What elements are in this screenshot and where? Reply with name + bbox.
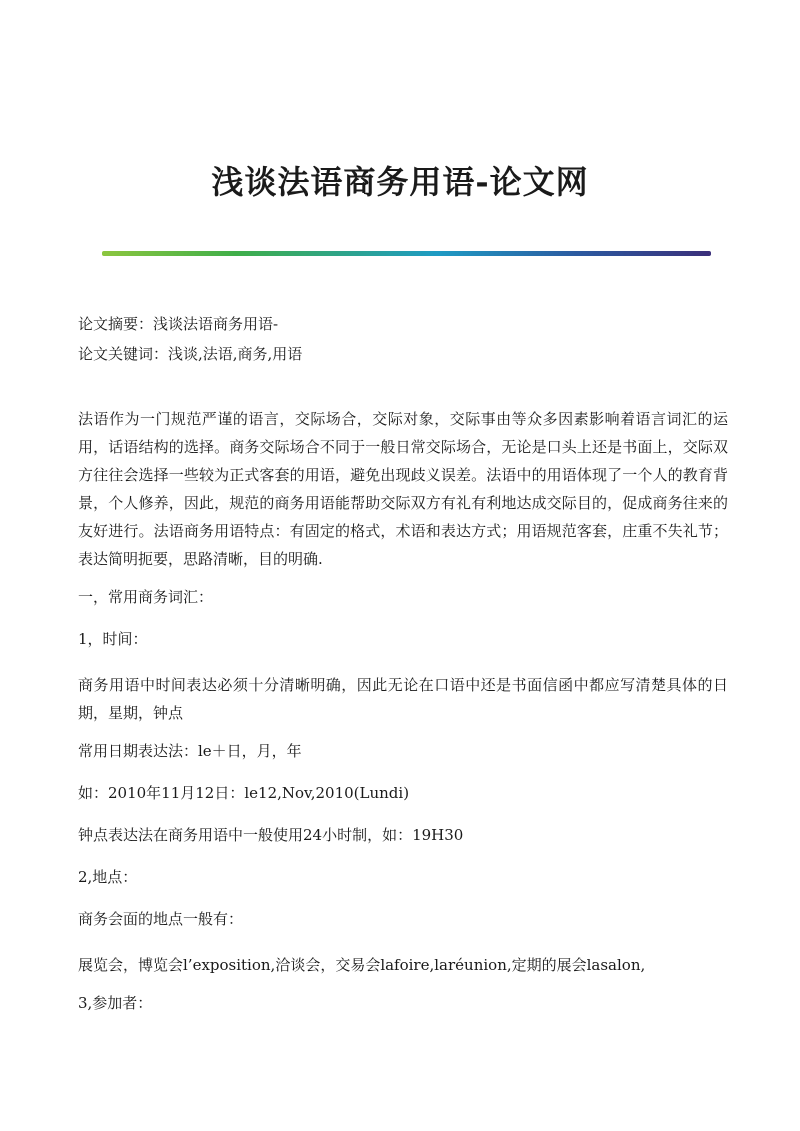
intro-paragraph: 法语作为一门规范严谨的语言，交际场合，交际对象，交际事由等众多因素影响着语言词汇的运用，话语结构的选择。商务交际场合不同于一般日常交际场合，无论是口头上还是书面上，交际双方往往会选择一些较为正式客套的用语，避免出现歧义误差。法语中的用语体现了一个人的教育背景，个人修养，因此，规范的商务用语能帮助交际双方有礼有利地达成交际目的，促成商务往来的友好进行。法语商务用语特点：有固定的格式，术语和表达方式；用语规范客套，庄重不失礼节；表达简明扼要，思路清晰，目的明确. bbox=[78, 410, 728, 568]
abstract-line: 论文摘要：浅谈法语商务用语- bbox=[78, 315, 279, 333]
document-body bbox=[78, 405, 728, 1035]
subheading-place: 2,地点： bbox=[78, 868, 138, 886]
keywords-line: 论文关键词：浅谈,法语,商务,用语 bbox=[78, 345, 303, 363]
time-paragraph: 商务用语中时间表达必须十分清晰明确，因此无论在口语中还是书面信函中都应写清楚具体的日期，星期，钟点 bbox=[78, 676, 728, 722]
clock-format-line: 钟点表达法在商务用语中一般使用24小时制，如：19H30 bbox=[78, 826, 464, 844]
place-intro-line: 商务会面的地点一般有： bbox=[78, 910, 244, 928]
place-list-paragraph: 展览会，博览会l’exposition,洽谈会，交易会lafoire,laréunion,定期的展会lasalon, bbox=[78, 956, 646, 974]
date-example-line: 如：2010年11月12日：le12,Nov,2010(Lundi) bbox=[78, 784, 410, 802]
subheading-time: 1，时间： bbox=[78, 630, 148, 648]
section-heading-vocabulary: 一，常用商务词汇： bbox=[78, 588, 214, 606]
date-format-line: 常用日期表达法：le＋日，月，年 bbox=[78, 742, 302, 760]
subheading-participants: 3,参加者： bbox=[78, 994, 153, 1012]
title-divider bbox=[102, 251, 711, 256]
document-title: 浅谈法语商务用语-论文网 bbox=[211, 163, 589, 201]
